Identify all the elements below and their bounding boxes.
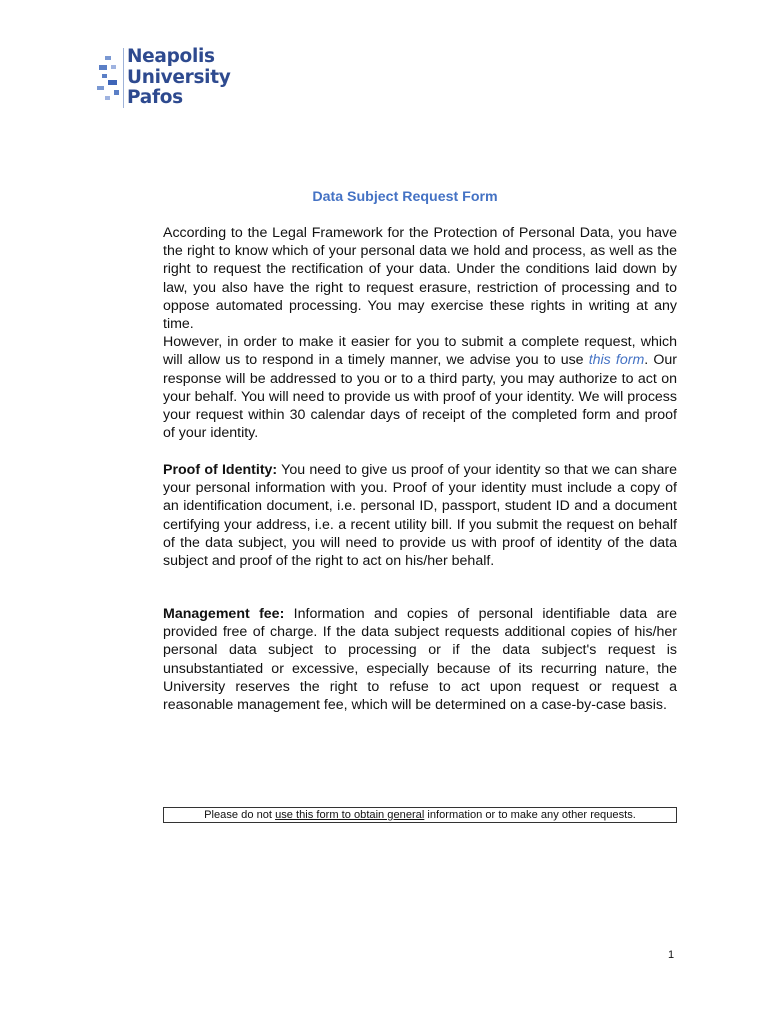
notice-underlined-text: use this form to obtain general bbox=[275, 809, 425, 821]
management-fee-label: Management fee: bbox=[163, 606, 285, 622]
logo-line-1: Neapolis bbox=[127, 46, 215, 67]
page-number: 1 bbox=[668, 949, 675, 961]
page-title: Data Subject Request Form bbox=[312, 189, 498, 205]
logo-squares-icon bbox=[96, 46, 124, 112]
notice-text-1: Please do not bbox=[204, 809, 276, 821]
university-logo bbox=[96, 46, 236, 112]
intro-paragraph-1: According to the Legal Framework for the Protection of Personal Data, you have the right to know which of your personal data we hold and process, as well as the right to request the rectification of your data. Under the conditions laid down by law, you also have the right to request erasure, restriction of processing and to oppose automated processing. You may exercise these rights in writing at any time. bbox=[163, 225, 677, 333]
logo-line-3: Pafos bbox=[127, 87, 183, 108]
management-fee-section bbox=[163, 605, 677, 714]
intro-text-before-link: However, in order to make it easier for you to submit a complete request, which will allow us to respond in a timely manner, we advise you to use bbox=[163, 334, 677, 369]
proof-of-identity-label: Proof of Identity: bbox=[163, 462, 278, 478]
proof-of-identity-text: You need to give us proof of your identity so that we can share your personal information with you. Proof of your identity must include a copy of an identification document, i.e. personal ID, passport, student ID and a document certifying your address, i.e. a recent utility bill. If you submit the request on behalf of the data subject, you will need to provide us with proof of identity of the data subject and proof of the right to act on his/her behalf. bbox=[163, 462, 677, 570]
this-form-link[interactable]: this form bbox=[588, 352, 645, 369]
intro-text-after-link: . Our response will be addressed to you or to a third party, you may authorize to act on your behalf. You will need to provide us with proof of your identity. We will process your request within 30 calendar days of receipt of the completed form and proof of your identity. bbox=[163, 352, 677, 442]
general-info-notice-box bbox=[163, 807, 677, 823]
management-fee-text: Information and copies of personal identifiable data are provided free of charge. If the data subject requests additional copies of his/her personal data subject to processing or if the data subject's request is unsubstantiated or excessive, especially because of its recurring nature, the University reserves the right to refuse to act upon request or request a reasonable management fee, which will be determined on a case-by-case basis. bbox=[163, 606, 677, 714]
intro-paragraph-2 bbox=[163, 333, 677, 442]
logo-line-2: University bbox=[127, 66, 231, 88]
proof-of-identity-section bbox=[163, 461, 677, 570]
logo-wordmark bbox=[127, 47, 231, 109]
logo-divider bbox=[123, 48, 124, 108]
intro-section bbox=[163, 224, 677, 442]
notice-text-2: information or to make any other requests. bbox=[424, 809, 636, 821]
